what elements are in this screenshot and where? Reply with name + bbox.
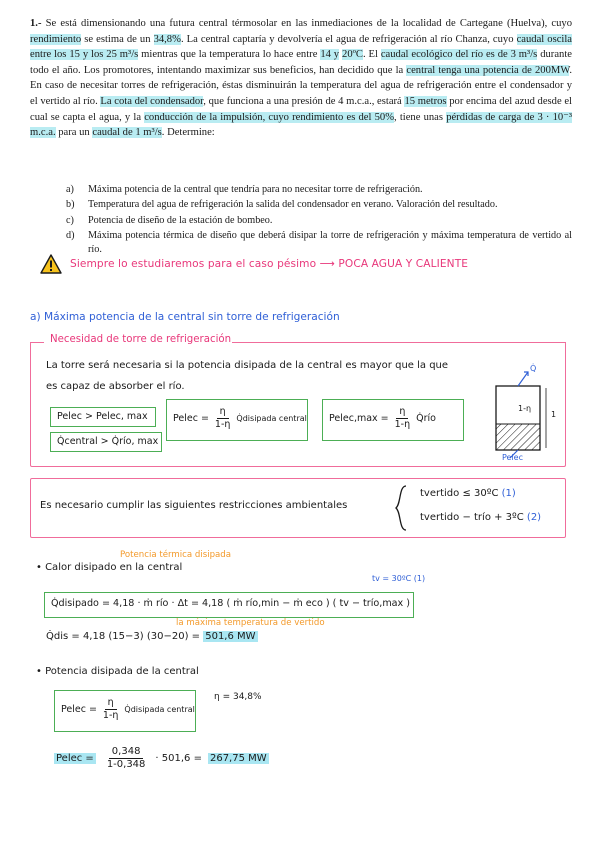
box-border (30, 342, 44, 343)
brace-icon (394, 484, 408, 532)
restriction-2 (420, 512, 541, 523)
final-lhs: Pelec = (56, 753, 94, 764)
frac-num: 0,348 (109, 746, 144, 759)
restriction-1 (420, 488, 516, 499)
highlight-cota: La cota del condensador (100, 95, 204, 107)
bullet-text: Potencia disipada de la central (45, 666, 199, 677)
condition-box (50, 432, 162, 452)
eq-rhs: Q̇río (416, 413, 436, 424)
warning-icon (40, 254, 62, 274)
question-text: Potencia de diseño de la estación de bombeo. (88, 214, 273, 226)
final-result (54, 746, 269, 771)
plant-sketch-icon (488, 366, 556, 462)
statement-text: . Determine: (161, 127, 215, 139)
fraction (212, 406, 234, 431)
highlight-rend-value: 34,8% (153, 33, 181, 45)
section-heading-a: a) Máxima potencia de la central sin torre de refrigeración (30, 311, 340, 323)
list-item (66, 198, 572, 211)
frac-den: 1-η (214, 419, 231, 430)
question-letter: d) (66, 230, 75, 242)
highlight-temp-b: 20ºC (342, 49, 363, 61)
eta-value: η = 34,8% (214, 692, 262, 702)
restriction-1-tag: (1) (501, 488, 516, 499)
fraction (392, 406, 414, 431)
sketch-pelec-label: Pelec (502, 453, 524, 462)
warning-note (40, 254, 468, 274)
statement-text: por encima del azud desde el cual se capta el agua, y la (30, 95, 572, 123)
warning-text: Siempre lo estudiaremos para el caso pésimo ⟶ POCA AGUA Y CALIENTE (70, 258, 469, 270)
list-item (66, 229, 572, 256)
eq-lhs: Pelec = (173, 413, 209, 424)
highlight-conduccion: conducción de la impulsión, cuyo rendimiento es del 50% (144, 111, 395, 123)
highlight-potencia: central tenga una potencia de 200MW (406, 64, 570, 76)
equation-2 (323, 400, 463, 437)
restriction-1-text: tvertido ≤ 30ºC (420, 488, 499, 499)
statement-text: , que funciona a una presión de 4 m.c.a., estará (203, 95, 402, 107)
frac-num: η (396, 406, 408, 419)
equation-1 (167, 400, 307, 437)
final-value: 267,75 MW (209, 753, 267, 764)
highlight-caudal: caudal oscila entre los 15 y los 25 m³/s (30, 33, 572, 61)
box2-text: Es necesario cumplir las siguientes restricciones ambientales (40, 500, 348, 511)
calor-equation: Q̇disipado = 4,18 · ṁ río · Δt = 4,18 ( ṁ río,min − ṁ eco ) ( tv − trío,max ) (51, 598, 411, 609)
frac-den: 1-η (394, 419, 411, 430)
bullet-potencia-disipada (36, 666, 199, 677)
fraction (100, 697, 122, 722)
bullet-calor-disipado (36, 562, 182, 573)
box1-line-1: La torre será necesaria si la potencia disipada de la central es mayor que la que (46, 360, 449, 371)
highlight-cota-value: 15 metros (404, 95, 447, 107)
restriction-2-text: tvertido − trío + 3ºC (420, 512, 524, 523)
frac-den: 1-0,348 (106, 759, 146, 770)
restriction-2-tag: (2) (526, 512, 542, 523)
question-text: Máxima potencia térmica de diseño que deberá disipar la torre de refrigeración y máxima temperatura de vertido al río. (88, 230, 572, 255)
question-text: Temperatura del agua de refrigeración la salida del condensador en verano. Valoración del resultado. (88, 199, 498, 211)
statement-text: Se está dimensionando una futura central térmosolar en las inmediaciones de la localidad de Cartegane (Huelva), cuyo (45, 18, 572, 29)
highlight-temp-a: 14 y (320, 49, 340, 61)
box-border (232, 342, 566, 343)
equation-3 (55, 691, 195, 728)
eq-rhs: Q̇disipada central (124, 705, 195, 714)
question-letter: a) (66, 184, 74, 195)
condition-1: Pelec > Pelec, max (57, 411, 148, 422)
sketch-eta-label: 1-η (518, 404, 532, 413)
highlight-rendimiento: rendimiento (30, 33, 82, 45)
fraction (104, 746, 149, 771)
highlight-caudal-eco: caudal ecológico del río es de 3 m³/s (380, 49, 538, 61)
eq-lhs: Pelec,max = (329, 413, 389, 424)
condition-box (50, 407, 156, 427)
sketch-q-label: Q̇ (530, 364, 537, 373)
problem-number: 1.- (30, 18, 42, 29)
eq-rhs: Q̇disipada central (236, 414, 307, 423)
sketch-one-label: 1 (551, 410, 557, 419)
tv-note: tv = 30ºC (1) (372, 574, 426, 583)
statement-text: . En caso de necesitar torres de refrigeración, éstas disminuirán la temperatura del agua de refrigeración entre el condensador y el vertido al río. (30, 64, 572, 107)
question-text: Máxima potencia de la central que tendría para no necesitar torre de refrigeración. (88, 184, 423, 195)
box-title: Necesidad de torre de refrigeración (50, 334, 232, 345)
statement-text: . La central captaría y devolvería el agua de refrigeración al río Chanza, cuyo (180, 33, 514, 45)
list-item (66, 214, 572, 227)
eq-lhs: Pelec = (61, 704, 97, 715)
bullet-dot: • (36, 666, 46, 677)
statement-text: se estima de un (84, 33, 151, 45)
final-mid: · 501,6 = (155, 753, 202, 764)
potencia-termica-note: Potencia térmica disipada (120, 550, 232, 560)
question-list (66, 183, 572, 258)
statement-text: . El (362, 49, 378, 61)
box1-line-2: es capaz de absorber el río. (46, 381, 185, 392)
problem-statement (30, 16, 572, 141)
highlight-caudal-1: caudal de 1 m³/s (92, 127, 162, 139)
frac-num: η (217, 406, 229, 419)
question-letter: c) (66, 214, 74, 226)
max-temp-note: la máxima temperatura de vertido (176, 618, 325, 628)
frac-num: η (105, 697, 117, 710)
statement-text: , tiene unas (394, 111, 444, 123)
bullet-text: Calor disipado en la central (45, 562, 183, 573)
calor-result (46, 631, 258, 642)
equation-box (54, 690, 196, 732)
calor-equation-box (44, 592, 414, 618)
highlight-perdidas: pérdidas de carga de 3 · 10⁻³ m.c.a. (30, 111, 572, 139)
list-item (66, 183, 572, 196)
statement-text: para un (58, 127, 90, 139)
bullet-dot: • (36, 562, 46, 573)
calor-result-lhs: Q̇dis = 4,18 (15−3) (30−20) = (46, 631, 201, 642)
frac-den: 1-η (102, 710, 119, 721)
statement-text: durante todo el año. Los promotores, intentando maximizar sus beneficios, han decidido que la (30, 49, 572, 76)
equation-box (166, 399, 308, 441)
question-letter: b) (66, 199, 75, 211)
calor-result-value: 501,6 MW (205, 631, 256, 642)
equation-box (322, 399, 464, 441)
statement-text: mientras que la temperatura lo hace entre (141, 49, 318, 61)
condition-2: Q̇central > Q̇río, max (57, 436, 159, 447)
